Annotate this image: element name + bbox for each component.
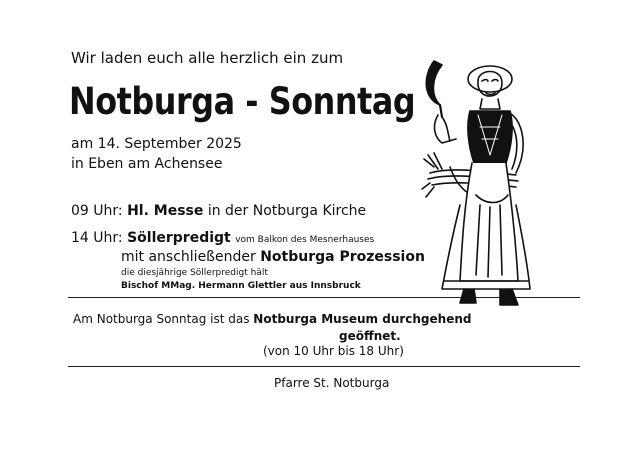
mass-location: in der Notburga Kirche <box>207 203 367 219</box>
preacher-name: Bischof MMag. Hermann Glettler aus Innsbruck <box>121 281 361 291</box>
event-place: in Eben am Achensee <box>71 156 223 172</box>
event-date: am 14. September 2025 <box>71 136 242 152</box>
museum-hours: (von 10 Uhr bis 18 Uhr) <box>263 344 404 358</box>
sermon-name: Söllerpredigt <box>127 230 231 246</box>
sermon-location: vom Balkon des Mesnerhauses <box>235 235 375 245</box>
procession-prefix: mit anschließender <box>121 249 256 265</box>
preacher-intro: die diesjährige Söllerpredigt hält <box>121 268 268 278</box>
saint-notburga-with-sickle-illustration <box>420 55 540 313</box>
schedule-mass <box>71 203 366 219</box>
divider-bottom <box>68 366 580 367</box>
museum-line-2: geöffnet. <box>339 329 401 343</box>
schedule-sermon <box>71 230 374 246</box>
procession-name: Notburga Prozession <box>260 249 425 265</box>
schedule-procession <box>121 249 425 265</box>
museum-text-bold: Notburga Museum durchgehend <box>253 312 472 326</box>
sermon-time: 14 Uhr: <box>71 230 123 246</box>
mass-name: Hl. Messe <box>127 203 204 219</box>
mass-time: 09 Uhr: <box>71 203 123 219</box>
museum-line-1 <box>73 312 471 326</box>
page-title: Notburga - Sonntag <box>69 80 416 123</box>
intro-text: Wir laden euch alle herzlich ein zum <box>71 49 344 67</box>
parish-footer: Pfarre St. Notburga <box>274 376 390 390</box>
museum-text-prefix: Am Notburga Sonntag ist das <box>73 312 250 326</box>
